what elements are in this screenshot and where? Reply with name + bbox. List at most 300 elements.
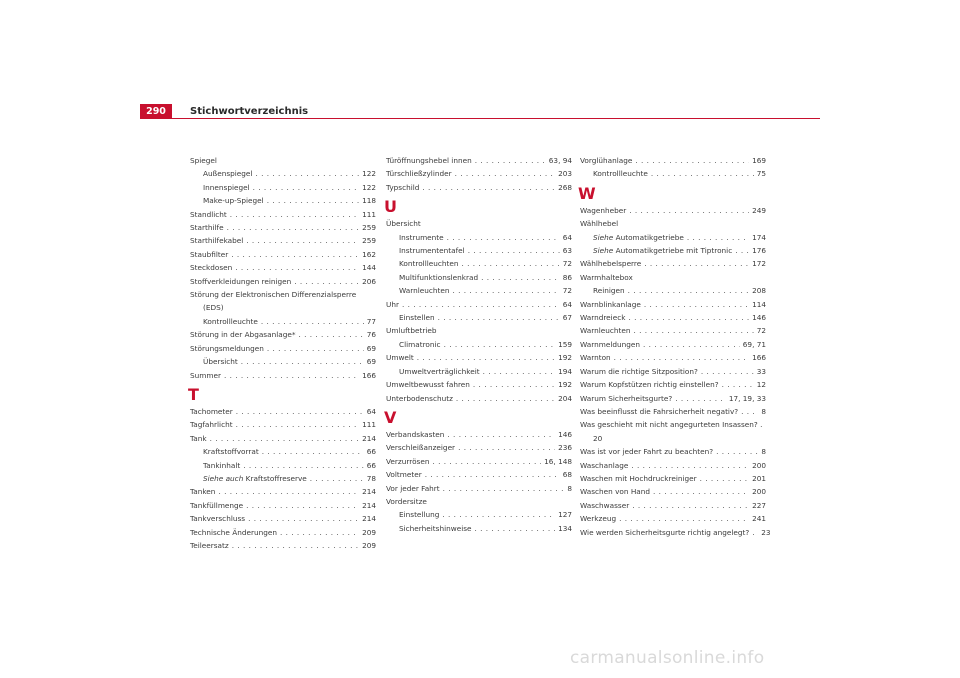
index-entry	[386, 428, 572, 441]
entry-term	[580, 217, 618, 230]
dot-leader	[253, 181, 359, 194]
entry-term-text: Stoffverkleidungen reinigen	[190, 276, 292, 286]
dot-leader	[653, 485, 749, 498]
index-column-1	[190, 154, 376, 552]
entry-term-text: Umweltbewusst fahren	[386, 380, 470, 390]
entry-page: 75	[756, 169, 766, 179]
entry-term-text: Waschanlage	[580, 460, 629, 470]
entry-term	[399, 522, 472, 535]
index-entry	[386, 231, 572, 244]
entry-term-text: Teileersatz	[190, 540, 229, 550]
entry-term	[386, 392, 453, 405]
entry-page: 200	[752, 460, 766, 470]
dot-leader	[644, 257, 749, 270]
entry-page: 77	[366, 316, 376, 326]
entry-term	[399, 244, 465, 257]
entry-term	[203, 194, 264, 207]
entry-page: 8	[761, 406, 766, 416]
entry-term-text: Übersicht	[203, 357, 238, 367]
dot-leader	[481, 271, 560, 284]
entry-term-text: Umwelt	[386, 353, 414, 363]
index-entry	[580, 311, 766, 324]
index-entry	[386, 311, 572, 324]
entry-term-text: Summer	[190, 370, 221, 380]
entry-term	[593, 284, 625, 297]
entry-page: 69	[366, 343, 376, 353]
entry-term	[190, 221, 224, 234]
entry-term-text: Reinigen	[593, 286, 625, 296]
index-entry	[386, 284, 572, 297]
entry-page: 17, 19, 33	[728, 393, 766, 403]
dot-leader	[735, 244, 749, 257]
entry-page: 259	[362, 223, 376, 233]
entry-term	[580, 499, 629, 512]
entry-term-text: Warnleuchten	[580, 326, 631, 336]
index-entry	[386, 468, 572, 481]
entry-term-text: Verschleißanzeiger	[386, 443, 456, 453]
dot-leader	[455, 167, 555, 180]
index-entry	[580, 271, 766, 284]
index-entry	[386, 244, 572, 257]
entry-term-text: Warum die richtige Sitzposition?	[580, 366, 698, 376]
index-entry	[190, 234, 376, 247]
index-entry	[580, 405, 766, 418]
entry-page: 192	[558, 353, 572, 363]
entry-page: 236	[558, 443, 572, 453]
entry-term	[580, 311, 625, 324]
entry-see-reference: Siehe	[593, 246, 614, 256]
entry-term-text: Störung in der Abgasanlage*	[190, 330, 296, 340]
entry-term	[386, 378, 470, 391]
entry-term-text: Warmhaltebox	[580, 272, 633, 282]
entry-page: 214	[362, 433, 376, 443]
index-entry	[580, 378, 766, 391]
dot-leader	[644, 298, 749, 311]
entry-term-text: Türöffnungshebel innen	[386, 156, 472, 165]
entry-term	[190, 154, 217, 167]
index-entry	[386, 324, 572, 337]
entry-term	[386, 217, 421, 230]
entry-term	[580, 351, 611, 364]
entry-term	[203, 459, 240, 472]
entry-page: 200	[752, 487, 766, 497]
entry-page: 203	[558, 169, 572, 179]
entry-page: 241	[752, 514, 766, 524]
entry-term-text: Climatronic	[399, 339, 441, 349]
entry-term-text: Voltmeter	[386, 470, 422, 480]
index-entry	[386, 482, 572, 495]
index-column-2	[386, 154, 572, 535]
entry-term-text: Werkzeug	[580, 514, 617, 524]
entry-page: 214	[362, 514, 376, 524]
index-entry	[190, 355, 376, 368]
index-entry	[190, 261, 376, 274]
index-entry	[580, 365, 766, 378]
entry-term	[580, 526, 749, 539]
entry-term	[190, 208, 227, 221]
entry-term-text: Steckdosen	[190, 263, 233, 273]
dot-leader	[248, 512, 359, 525]
letter-heading: U	[384, 197, 397, 217]
dot-leader	[294, 275, 359, 288]
entry-term-text: Wählhebelsperre	[580, 259, 642, 269]
index-entry	[580, 445, 766, 458]
dot-leader	[262, 445, 364, 458]
entry-page: 66	[366, 447, 376, 457]
entry-page: 214	[362, 487, 376, 497]
entry-page: 72	[756, 326, 766, 336]
entry-term-text: Türschließzylinder	[386, 169, 452, 179]
entry-term-text: Warnton	[580, 353, 611, 363]
entry-page: 122	[362, 169, 376, 179]
entry-term-text: Störungsmeldungen	[190, 343, 264, 353]
dot-leader	[442, 508, 555, 521]
index-entry	[580, 526, 771, 539]
dot-leader	[444, 338, 556, 351]
index-entry	[580, 499, 766, 512]
entry-term-text: Make-up-Spiegel	[203, 196, 264, 206]
entry-page: 20	[593, 433, 603, 443]
entry-page: 67	[562, 313, 572, 323]
index-entry	[190, 445, 376, 458]
entry-term-text: Staubfilter	[190, 249, 229, 259]
entry-term	[386, 324, 437, 337]
dot-leader	[218, 485, 359, 498]
entry-term	[580, 392, 672, 405]
index-entry	[190, 418, 376, 431]
index-entry	[386, 365, 572, 378]
entry-page: 268	[558, 182, 572, 192]
index-entry	[580, 231, 766, 244]
entry-page: 208	[752, 286, 766, 296]
entry-page: 134	[558, 523, 572, 533]
index-entry	[386, 522, 572, 535]
index-entry	[580, 217, 766, 230]
dot-leader	[425, 468, 560, 481]
entry-term	[386, 428, 444, 441]
dot-leader	[432, 455, 541, 468]
entry-term	[386, 154, 472, 167]
dot-leader	[475, 154, 546, 167]
dot-leader	[246, 234, 359, 247]
letter-heading: V	[384, 407, 397, 427]
entry-term-text: Vor jeder Fahrt	[386, 483, 440, 493]
index-entry	[580, 338, 766, 351]
entry-term	[580, 485, 650, 498]
index-entry	[190, 526, 376, 539]
entry-term	[580, 405, 738, 418]
entry-page: 69	[366, 357, 376, 367]
entry-term-text: Kontrollleuchten	[399, 259, 459, 269]
index-entry	[190, 221, 376, 234]
entry-page: 122	[362, 182, 376, 192]
dot-leader	[232, 539, 359, 552]
index-entry	[190, 154, 376, 167]
entry-page: 66	[366, 460, 376, 470]
index-entry	[190, 167, 376, 180]
entry-term-text: Vordersitze	[386, 496, 427, 506]
dot-leader	[741, 405, 758, 418]
entry-term-text: Automatikgetriebe	[615, 232, 684, 242]
entry-page: 72	[562, 286, 572, 296]
index-entry	[580, 167, 766, 180]
entry-see-reference: Siehe	[593, 232, 614, 242]
dot-leader	[447, 231, 560, 244]
entry-page: 166	[752, 353, 766, 363]
dot-leader	[231, 248, 359, 261]
entry-term-text: Automatikgetriebe mit Tiptronic	[615, 246, 733, 256]
entry-term: Störung der Elektronischen Differenzialsperre	[190, 290, 357, 300]
page-title: Stichwortverzeichnis	[190, 106, 309, 117]
entry-term-text: Waschen mit Hochdruckreiniger	[580, 473, 697, 483]
entry-term-text: Umweltverträglichkeit	[399, 366, 480, 376]
dot-leader	[255, 167, 359, 180]
entry-term-text: Kraftstoffvorrat	[203, 447, 259, 457]
dot-leader	[458, 441, 555, 454]
entry-page: 63, 94	[548, 156, 572, 165]
entry-page: 111	[362, 420, 376, 430]
entry-term-text: Tachometer	[190, 406, 233, 416]
index-entry	[580, 459, 766, 472]
entry-term	[580, 459, 628, 472]
entry-term	[190, 248, 228, 261]
index-entry	[190, 432, 376, 445]
entry-term	[190, 512, 245, 525]
entry-page: 86	[562, 272, 572, 282]
index-entry	[580, 351, 766, 364]
entry-term-text: Umluftbetrieb	[386, 326, 437, 336]
index-entry	[386, 257, 572, 270]
dot-leader	[417, 351, 555, 364]
entry-term	[386, 181, 419, 194]
dot-leader	[267, 342, 364, 355]
entry-term	[386, 482, 440, 495]
entry-see-reference: Siehe auch	[203, 473, 244, 483]
dot-leader	[716, 445, 758, 458]
dot-leader	[631, 459, 749, 472]
dot-leader	[243, 459, 363, 472]
entry-page: 72	[562, 259, 572, 269]
dot-leader	[643, 338, 740, 351]
letter-heading: T	[188, 384, 199, 404]
entry-term-text: Was beeinflusst die Fahrsicherheit negativ?	[580, 406, 739, 416]
dot-leader	[310, 472, 364, 485]
dot-leader	[473, 378, 555, 391]
entry-page: 63	[562, 246, 572, 256]
index-entry	[580, 154, 766, 167]
entry-term	[580, 324, 630, 337]
entry-term-text: Tagfahrlicht	[190, 420, 233, 430]
entry-term	[190, 405, 233, 418]
index-entry	[386, 338, 572, 351]
entry-term-text: Starthilfe	[190, 223, 224, 233]
entry-term: Was geschieht mit nicht angegurteten Insassen? .	[580, 420, 763, 430]
index-entry	[580, 418, 766, 445]
watermark: carmanualsonline.info	[570, 648, 765, 668]
dot-leader	[227, 221, 359, 234]
entry-term-text: Instrumententafel	[399, 246, 465, 256]
dot-leader	[224, 369, 359, 382]
entry-term	[203, 315, 258, 328]
dot-leader	[619, 512, 749, 525]
dot-leader	[230, 208, 359, 221]
index-entry	[190, 342, 376, 355]
entry-page: 111	[362, 209, 376, 219]
entry-term	[580, 445, 713, 458]
dot-leader	[461, 257, 559, 270]
dot-leader	[628, 284, 749, 297]
dot-leader	[402, 298, 560, 311]
index-entry	[190, 288, 376, 315]
entry-term	[190, 526, 277, 539]
entry-page: 159	[558, 339, 572, 349]
index-entry	[190, 405, 376, 418]
dot-leader	[635, 154, 749, 167]
entry-term-text: Wählhebel	[580, 219, 619, 229]
entry-term-text: Spiegel	[190, 156, 217, 165]
entry-term	[190, 234, 243, 247]
index-entry	[190, 459, 376, 472]
entry-term-text: Verbandskasten	[386, 429, 445, 439]
index-entry	[190, 472, 376, 485]
index-entry	[386, 455, 572, 468]
entry-term	[190, 485, 215, 498]
dot-leader	[443, 482, 565, 495]
entry-term	[203, 445, 259, 458]
entry-term	[580, 512, 616, 525]
index-entry	[580, 298, 766, 311]
entry-term	[386, 351, 414, 364]
entry-term-text: Verzurrösen	[386, 456, 430, 466]
index-entry	[190, 275, 376, 288]
index-entry	[190, 499, 376, 512]
entry-page: 68	[562, 470, 572, 480]
entry-page: 214	[362, 500, 376, 510]
entry-term	[386, 167, 452, 180]
entry-page: 23	[761, 527, 771, 537]
entry-page: 209	[362, 527, 376, 537]
index-entry	[580, 204, 766, 217]
entry-page: 64	[562, 232, 572, 242]
entry-term-text: Tankverschluss	[190, 514, 246, 524]
index-entry	[580, 244, 766, 257]
entry-term	[399, 508, 439, 521]
entry-term	[399, 257, 458, 270]
entry-term	[580, 365, 698, 378]
entry-term-text: Übersicht	[386, 219, 421, 229]
entry-page: 204	[558, 393, 572, 403]
index-entry	[190, 512, 376, 525]
entry-term-text: Kraftstoffreserve	[245, 473, 307, 483]
entry-term	[386, 298, 399, 311]
dot-leader	[280, 526, 359, 539]
index-entry	[190, 208, 376, 221]
index-entry	[580, 324, 766, 337]
dot-leader	[701, 365, 754, 378]
dot-leader	[236, 418, 359, 431]
entry-term-text: Instrumente	[399, 232, 444, 242]
dot-leader	[456, 392, 555, 405]
dot-leader	[651, 167, 754, 180]
entry-term-continuation: (EDS)	[203, 303, 224, 313]
entry-term	[580, 257, 641, 270]
dot-leader	[722, 378, 754, 391]
entry-term	[386, 455, 429, 468]
entry-page: 249	[752, 205, 766, 215]
index-entry	[386, 495, 572, 508]
dot-leader	[236, 405, 364, 418]
entry-term	[580, 378, 719, 391]
dot-leader	[675, 392, 726, 405]
index-entry	[580, 472, 766, 485]
index-entry	[190, 539, 376, 552]
index-entry	[190, 194, 376, 207]
entry-term	[399, 284, 449, 297]
entry-term	[190, 539, 229, 552]
entry-term	[580, 204, 626, 217]
dot-leader	[700, 472, 749, 485]
dot-leader	[438, 311, 560, 324]
entry-term	[190, 499, 243, 512]
entry-page: 146	[752, 313, 766, 323]
dot-leader	[628, 311, 749, 324]
entry-page: 118	[362, 196, 376, 206]
entry-term	[580, 298, 641, 311]
index-entry	[386, 298, 572, 311]
entry-page: 127	[558, 510, 572, 520]
entry-term-text: Tankfüllmenge	[190, 500, 244, 510]
entry-term-text: Waschwasser	[580, 500, 630, 510]
dot-leader	[241, 355, 364, 368]
entry-term-text: Sicherheitshinweise	[399, 523, 472, 533]
entry-page: 176	[752, 246, 766, 256]
entry-term-text: Einstellen	[399, 313, 435, 323]
entry-term-text: Standlicht	[190, 209, 227, 219]
entry-term-text: Starthilfekabel	[190, 236, 244, 246]
entry-term-text: Warum Sicherheitsgurte?	[580, 393, 673, 403]
index-entry	[580, 392, 766, 405]
entry-page: 169	[752, 156, 766, 165]
index-entry	[190, 248, 376, 261]
entry-term	[203, 167, 252, 180]
entry-page: 259	[362, 236, 376, 246]
entry-term	[386, 441, 455, 454]
index-entry	[386, 154, 572, 167]
entry-term	[386, 495, 427, 508]
entry-term	[399, 365, 480, 378]
entry-term	[593, 244, 732, 257]
index-entry	[190, 485, 376, 498]
index-entry	[386, 217, 572, 230]
index-entry	[190, 328, 376, 341]
entry-term	[203, 181, 250, 194]
entry-page: 206	[362, 276, 376, 286]
dot-leader	[752, 526, 758, 539]
entry-page: 8	[761, 447, 766, 457]
entry-term-text: Unterbodenschutz	[386, 393, 453, 403]
entry-page: 12	[756, 380, 766, 390]
entry-page: 227	[752, 500, 766, 510]
entry-page: 16, 148	[544, 456, 572, 466]
dot-leader	[614, 351, 749, 364]
entry-term	[190, 432, 207, 445]
dot-leader	[261, 315, 364, 328]
dot-leader	[629, 204, 749, 217]
index-entry	[386, 181, 572, 194]
entry-term-text: Wie werden Sicherheitsgurte richtig angelegt?	[580, 527, 750, 537]
entry-term-text: Warum Kopfstützen richtig einstellen?	[580, 380, 719, 390]
index-entry	[190, 369, 376, 382]
